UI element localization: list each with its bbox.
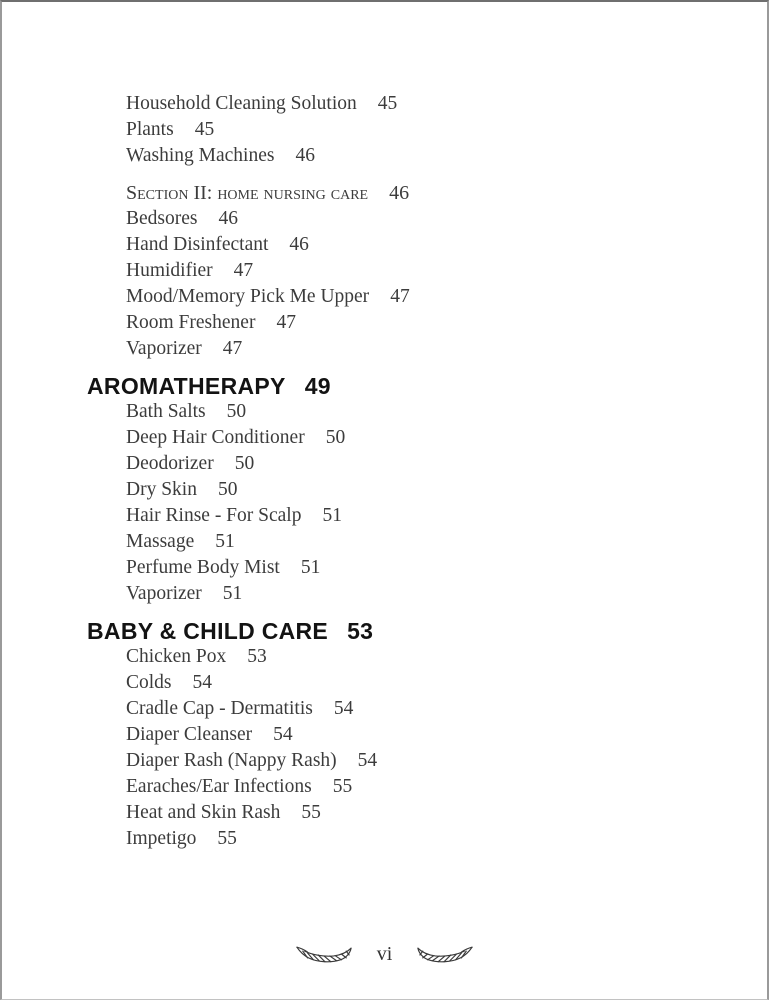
toc-entry-label: Cradle Cap - Dermatitis <box>126 698 313 719</box>
toc-entry-page-number: 55 <box>217 828 237 849</box>
toc-entry-page-number: 47 <box>222 338 243 359</box>
toc-entry-page-number: 51 <box>215 531 235 552</box>
toc-entry-label: Plants <box>126 119 174 140</box>
toc-entry-page-number: 50 <box>325 427 346 448</box>
toc-section-heading-page-number: 46 <box>389 182 410 204</box>
toc-entry <box>87 826 737 852</box>
toc-chapter-heading-page-number: 53 <box>347 618 374 644</box>
toc-entry-label: Vaporizer <box>126 338 202 359</box>
toc-entry-page-number: 46 <box>289 234 309 255</box>
toc-entry <box>87 503 737 529</box>
toc-entry <box>87 425 737 451</box>
toc-entry <box>87 206 737 232</box>
toc-entry-page-number: 45 <box>194 119 215 140</box>
toc-entry <box>87 800 737 826</box>
toc-entry-label: Diaper Cleanser <box>126 724 253 745</box>
toc-entry-label: Deep Hair Conditioner <box>126 427 305 448</box>
toc-entry <box>87 644 737 670</box>
toc-entry-page-number: 55 <box>301 802 321 823</box>
feather-ornament-right-icon <box>416 943 474 965</box>
toc-entry-label: Room Freshener <box>126 312 256 333</box>
toc-entry-label: Deodorizer <box>126 453 214 474</box>
toc-entry-label: Vaporizer <box>126 583 202 604</box>
toc-entry-page-number: 46 <box>295 145 315 166</box>
toc-entry <box>87 451 737 477</box>
toc-entry <box>87 555 737 581</box>
toc-entry-label: Humidifier <box>126 260 213 281</box>
toc-entry <box>87 91 737 117</box>
toc-entry <box>87 581 737 607</box>
toc-entry-page-number: 54 <box>273 724 293 745</box>
toc-entry-page-number: 47 <box>390 286 410 307</box>
toc-entry-page-number: 51 <box>300 557 321 578</box>
toc-entry <box>87 748 737 774</box>
toc-entry <box>87 696 737 722</box>
toc-entry-page-number: 47 <box>233 260 254 281</box>
page-number: vi <box>376 943 393 965</box>
toc-entry-label: Hair Rinse - For Scalp <box>126 505 302 526</box>
toc-section-heading <box>87 180 737 206</box>
toc-entry <box>87 399 737 425</box>
toc-entry-label: Chicken Pox <box>126 646 227 667</box>
toc-entry-label: Perfume Body Mist <box>126 557 280 578</box>
toc-entry-page-number: 54 <box>333 698 354 719</box>
toc-entry <box>87 284 737 310</box>
toc-entry-page-number: 46 <box>218 208 238 229</box>
toc-entry <box>87 143 737 169</box>
toc-entry-page-number: 50 <box>234 453 255 474</box>
feather-ornament-left-icon <box>295 943 353 965</box>
toc-entry-label: Heat and Skin Rash <box>126 802 281 823</box>
toc-entry-page-number: 50 <box>226 401 247 422</box>
toc-entry-page-number: 55 <box>332 776 353 797</box>
toc-entry-page-number: 54 <box>357 750 378 771</box>
toc-section-heading-label: Section II: home nursing care <box>126 182 369 204</box>
page-footer <box>2 943 767 965</box>
toc-entry <box>87 529 737 555</box>
toc-entry-label: Massage <box>126 531 195 552</box>
toc-entry-page-number: 50 <box>217 479 238 500</box>
toc-entry <box>87 117 737 143</box>
toc-entry-label: Earaches/Ear Infections <box>126 776 312 797</box>
toc-entry-page-number: 51 <box>222 583 243 604</box>
toc-entry <box>87 232 737 258</box>
toc-entry <box>87 774 737 800</box>
toc-entry-label: Bedsores <box>126 208 198 229</box>
toc-entry <box>87 336 737 362</box>
toc-entry-page-number: 54 <box>192 672 213 693</box>
toc-entry-label: Diaper Rash (Nappy Rash) <box>126 750 337 771</box>
toc-chapter-heading <box>87 618 737 644</box>
toc-entry-page-number: 51 <box>322 505 342 526</box>
toc-entry-label: Washing Machines <box>126 145 275 166</box>
toc-entry <box>87 310 737 336</box>
toc-chapter-heading-page-number: 49 <box>304 373 331 399</box>
toc-entry-label: Household Cleaning Solution <box>126 93 357 114</box>
toc-entry-page-number: 53 <box>247 646 267 667</box>
toc-entry <box>87 722 737 748</box>
toc-entry-label: Bath Salts <box>126 401 206 422</box>
toc-entry-label: Impetigo <box>126 828 197 849</box>
toc-entry <box>87 477 737 503</box>
toc-entry-label: Dry Skin <box>126 479 197 500</box>
toc-entry <box>87 258 737 284</box>
toc-entry-page-number: 47 <box>276 312 296 333</box>
toc-entry-label: Hand Disinfectant <box>126 234 269 255</box>
toc-chapter-heading-label: AROMATHERAPY <box>87 373 286 399</box>
toc-entry-label: Colds <box>126 672 172 693</box>
toc-chapter-heading <box>87 373 737 399</box>
toc-chapter-heading-label: BABY & CHILD CARE <box>87 618 329 644</box>
toc-entry <box>87 670 737 696</box>
toc-entry-page-number: 45 <box>377 93 398 114</box>
toc-entry-label: Mood/Memory Pick Me Upper <box>126 286 370 307</box>
table-of-contents <box>87 91 737 852</box>
